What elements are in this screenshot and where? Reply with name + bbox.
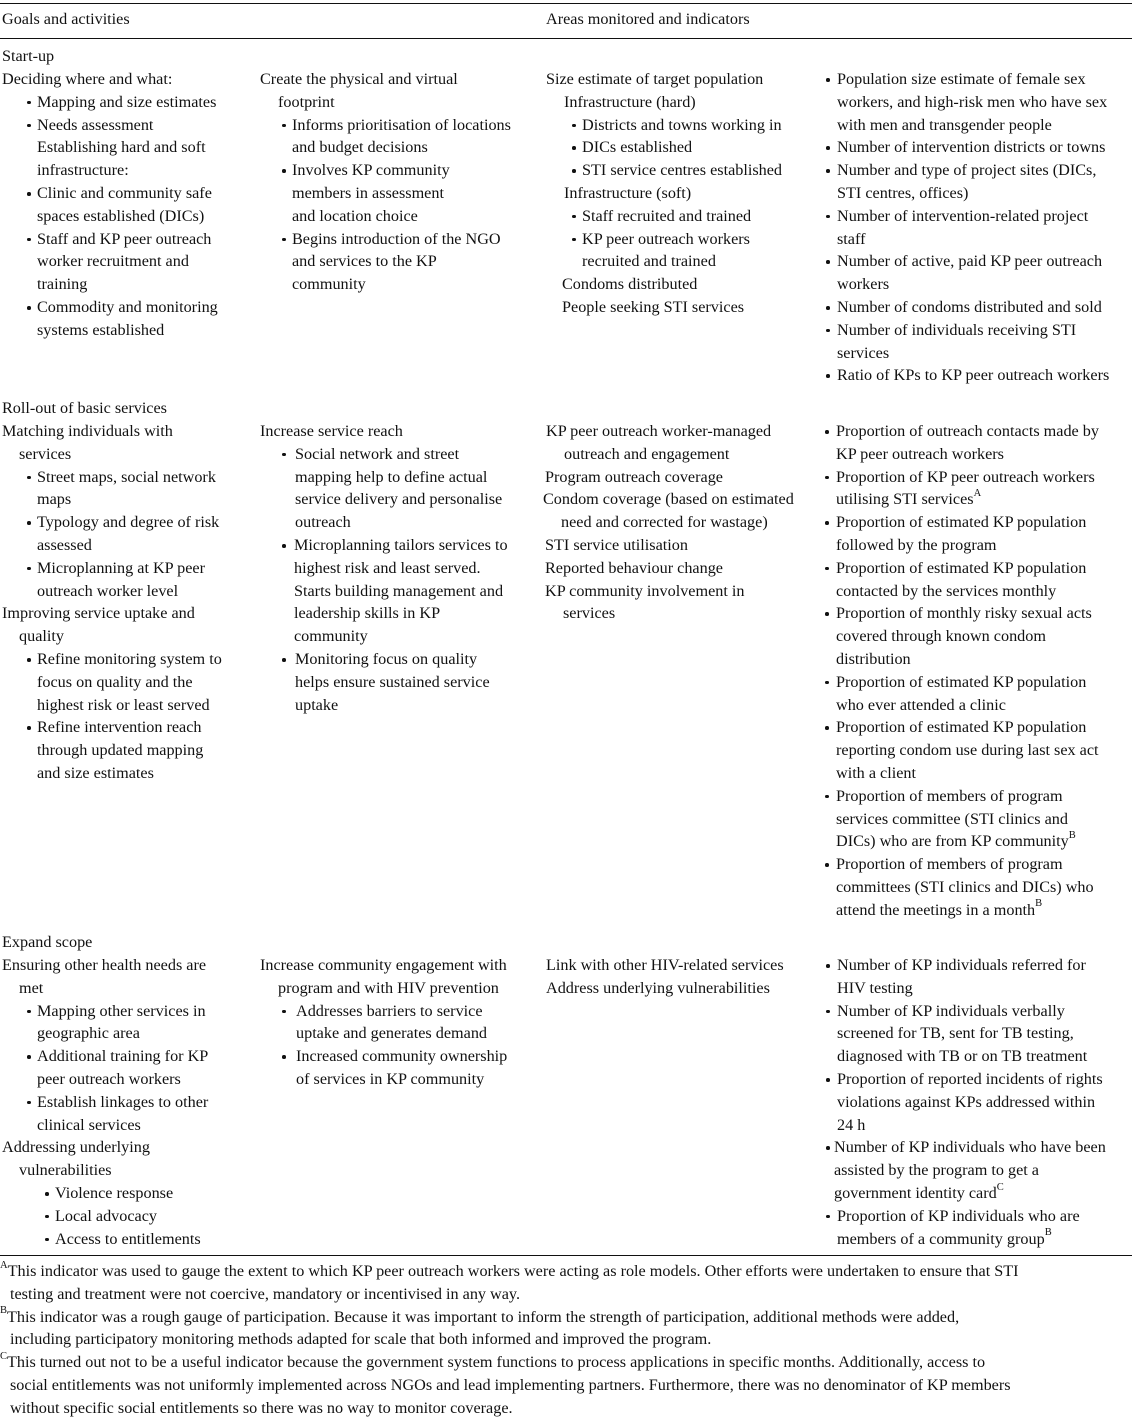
roll-out-indicators: Proportion of outreach contacts made by KP peer outreach workers Proportion of KP peer outreach workers utilising STI services$^A$ Proportion of estimated KP population followed by the program Proportion of estimated KP population contacted by the services monthly Proportion of monthly risky sexual acts covered through known condom distribution Proportion of estimated KP population who ever attended a clinic Proportion of estimated KP population reporting condom use during last sex act with a client Proportion of members of program services committee (STI clinics and DICs) who are from KP community$^B$ Proportion of members of program committees (STI clinics and DICs) who attend the meetings in a month$^B$ — [821, 420, 1099, 922]
table-top-rule — [0, 3, 1132, 4]
footnote-c: $^C$This turned out not to be a useful indicator because the government system functions to process applications in specific months. Additionally, access to social entitlements was not uniformly implemented across NGOs and lead implementing partners. Furthermore, there was no denominator of KP members without specific social entitlements so there was no way to monitor coverage. — [0, 1350, 1011, 1417]
section-title-expand-scope: Expand scope — [2, 933, 93, 951]
roll-out-activities: Increase service reach Social network and street mapping help to define actual service delivery and personalise outreach Microplanning tailors services to highest risk and least served. Starts building management and leadership skills in KP community Monitoring focus on quality helps ensure sustained service uptake — [260, 422, 508, 714]
expand-scope-goals: Ensuring other health needs are met Mapping other services in geographic area Additional training for KP peer outreach workers Establish linkages to other clinical services Addressing underlying vulnerabilities Violence response Local advocacy Access to entitlements — [2, 954, 208, 1250]
footnote-ref: B — [1044, 1227, 1052, 1239]
footnote-ref: A — [973, 488, 982, 499]
header-areas-indicators: Areas monitored and indicators — [546, 10, 750, 28]
expand-scope-areas: Link with other HIV-related services Address underlying vulnerabilities — [546, 956, 784, 997]
roll-out-areas: KP peer outreach worker-managed outreach and engagement Program outreach coverage Condom coverage (based on estimated need and corrected for wastage) STI service utilisation Reported behaviour change KP community involvement in services — [543, 422, 794, 623]
footnote-b: $^B$This indicator was a rough gauge of participation. Because it was important to inform the strength of participation, additional methods were added, including participatory monitoring methods adapted for scale that both informed and improved the program. — [0, 1305, 960, 1349]
start-up-goals: Deciding where and what: Mapping and size estimates Needs assessment Establishing hard and soft infrastructure: Clinic and community safe spaces established (DICs) Staff and KP peer outreach worker recruitment and training Commodity and monitoring systems established — [2, 70, 218, 339]
start-up-areas: Size estimate of target population Infrastructure (hard) Districts and towns working in DICs established STI service centres established Infrastructure (soft) Staff recruited and trained KP peer outreach workers recruited and trained Condoms distributed People seeking STI services — [546, 70, 783, 316]
header-rule — [0, 38, 1132, 39]
section-title-roll-out: Roll-out of basic services — [2, 399, 167, 417]
footnote-ref: C — [996, 1181, 1004, 1193]
header-goals-activities: Goals and activities — [2, 10, 130, 28]
expand-scope-activities: Increase community engagement with program and with HIV prevention Addresses barriers to service uptake and generates demand Increased community ownership of services in KP community — [260, 956, 508, 1088]
start-up-indicators: Population size estimate of female sex workers, and high-risk men who have sex with men and transgender people Number of intervention districts or towns Number and type of project sites (DICs, STI centres, offices) Number of intervention-related project staff Number of active, paid KP peer outreach workers Number of condoms distributed and sold Number of individuals receiving STI services Ratio of KPs to KP peer outreach workers — [822, 68, 1109, 387]
table-bottom-rule — [0, 1255, 1132, 1256]
footnotes — [0, 1260, 1132, 1420]
footnote-ref: B — [1068, 829, 1076, 841]
footnote-a: $^A$This indicator was used to gauge the extent to which KP peer outreach workers were acting as role models. Other efforts were undertaken to ensure that STI testing and treatment were not coercive, mandatory or incentivised in any way. — [0, 1259, 1019, 1303]
roll-out-goals: Matching individuals with services Street maps, social network maps Typology and degree of risk assessed Microplanning at KP peer outreach worker level Improving service uptake and quality Refine monitoring system to focus on quality and the highest risk or least served Refine intervention reach through updated mapping and size estimates — [2, 422, 222, 782]
expand-scope-indicators: Number of KP individuals referred for HIV testing Number of KP individuals verbally screened for TB, sent for TB testing, diagnosed with TB or on TB treatment Proportion of reported incidents of rights violations against KPs addressed within 24 h Number of KP individuals who have been assisted by the program to get a government identity card$^C$ Proportion of KP individuals who are members of a community group$^B$ — [822, 954, 1106, 1250]
footnote-ref: B — [1035, 898, 1043, 910]
section-title-start-up: Start-up — [2, 47, 55, 65]
start-up-activities: Create the physical and virtual footprint Informs prioritisation of locations and budget decisions Involves KP community members in assessment and location choice Begins introduction of the NGO and services to the KP community — [260, 70, 511, 294]
